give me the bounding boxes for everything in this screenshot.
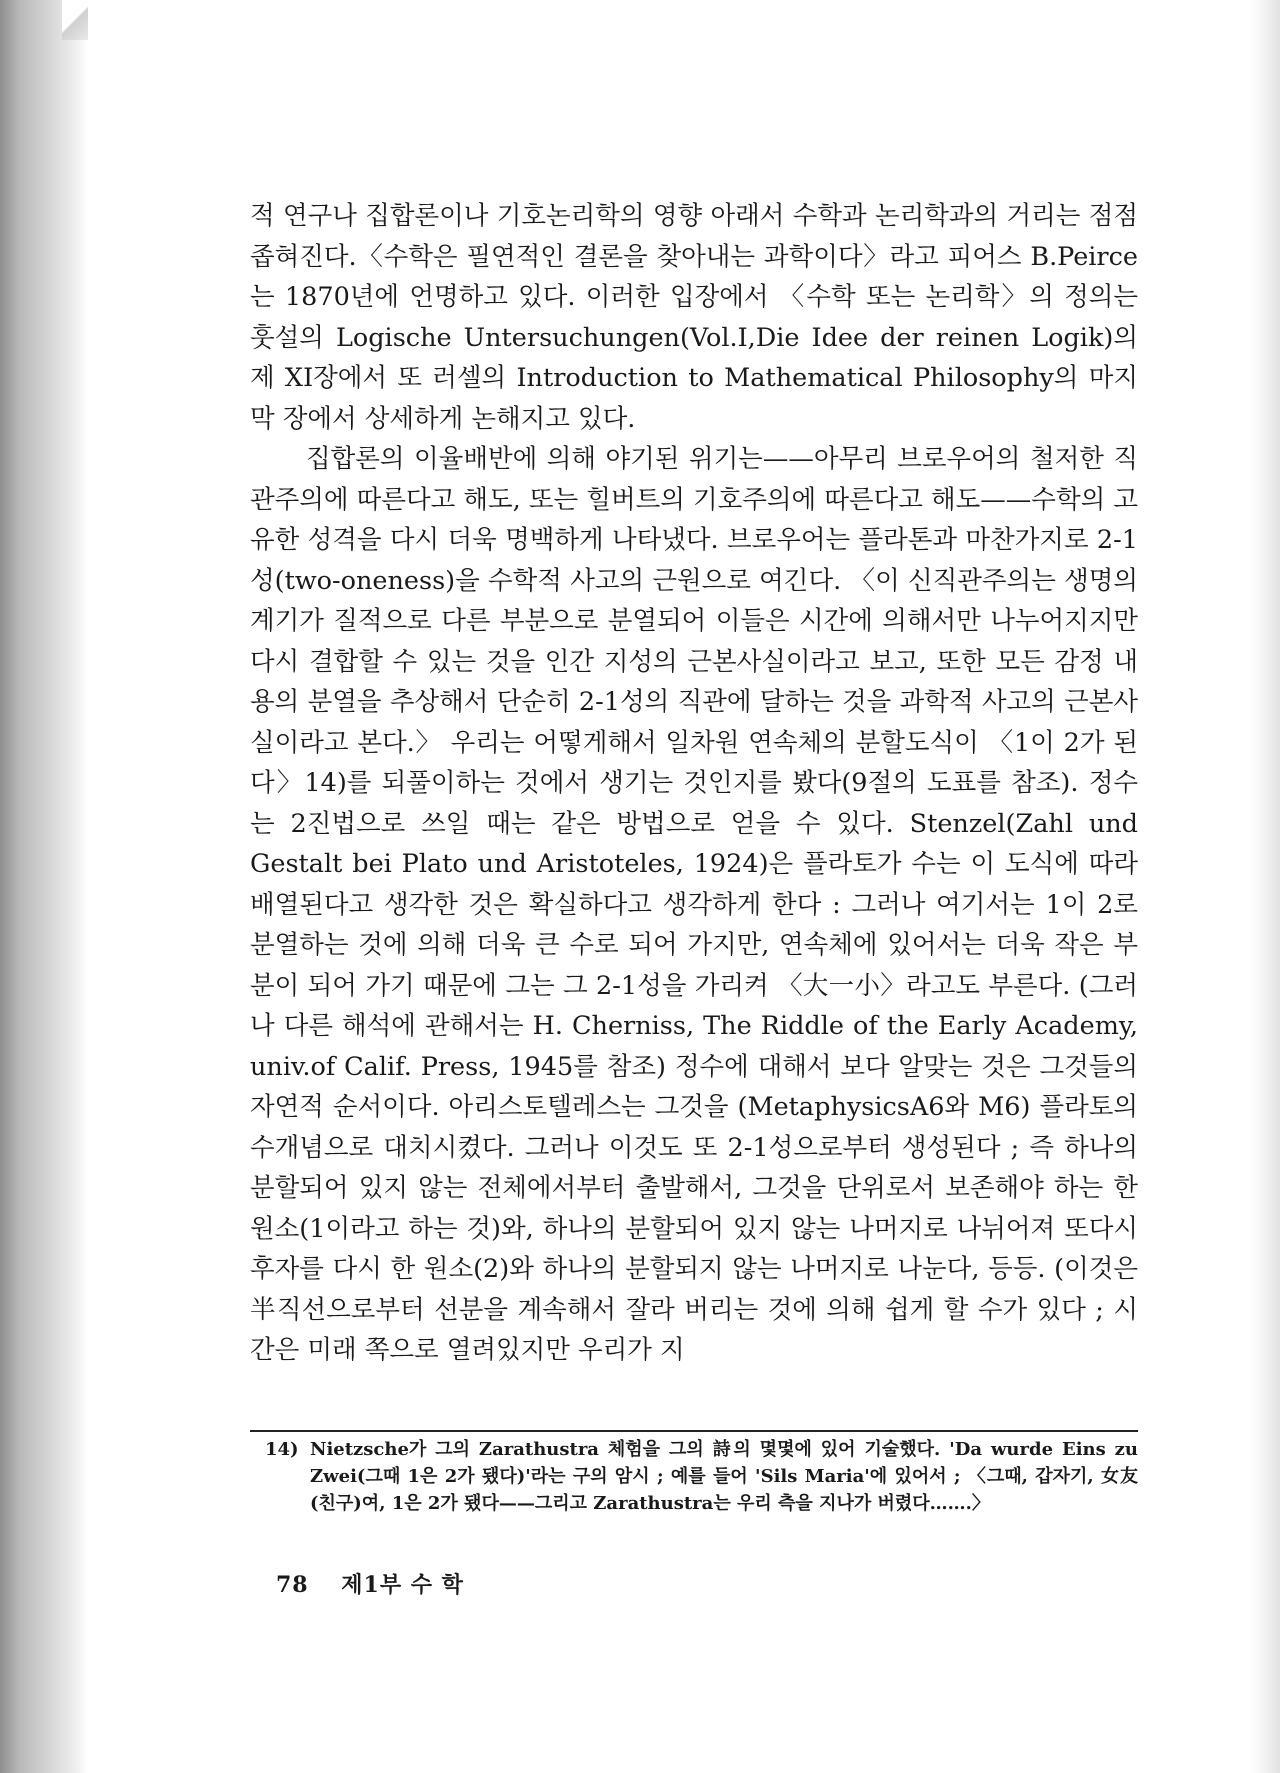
page-footer: [276, 1568, 464, 1599]
footnote-marker: 14): [265, 1439, 299, 1460]
footnote: [265, 1436, 1138, 1517]
section-title: 제1부 수 학: [341, 1572, 464, 1598]
footnote-rule: [250, 1430, 1138, 1432]
page-number: 78: [276, 1572, 309, 1598]
paragraph-1: 적 연구나 집합론이나 기호논리학의 영향 아래서 수학과 논리학과의 거리는 점점 좁혀진다.〈수학은 필연적인 결론을 찾아내는 과학이다〉라고 피어스 B.Peirce는 1870년에 언명하고 있다. 이러한 입장에서 〈수학 또는 논리학〉의 정의는 훗설의 Logische Untersuchungen(Vol.I,Die Idee der reinen Logik)의 제 XI장에서 또 러셀의 Introduction to Mathematical Philosophy의 마지막 장에서 상세하게 논해지고 있다.: [250, 201, 1138, 434]
footnote-text: Nietzsche가 그의 Zarathustra 체험을 그의 詩의 몇몇에 있어 기술했다. 'Da wurde Eins zu Zwei(그때 1은 2가 됐다)'라는 구의 암시 ; 예를 들어 'Sils Maria'에 있어서 ; 〈그때, 갑자기, 女友(친구)여, 1은 2가 됐다——그리고 Zarathustra는 우리 측을 지나가 버렸다…….〉: [310, 1439, 1138, 1514]
page-binding-edge: [0, 0, 88, 1773]
page-corner-fold: [62, 0, 88, 40]
paragraph-2: 집합론의 이율배반에 의해 야기된 위기는——아무리 브로우어의 철저한 직관주의에 따른다고 해도, 또는 힐버트의 기호주의에 따른다고 해도——수학의 고유한 성격을 다시 더욱 명백하게 나타냈다. 브로우어는 플라톤과 마찬가지로 2-1성(two-oneness)을 수학적 사고의 근원으로 여긴다. 〈이 신직관주의는 생명의 계기가 질적으로 다른 부분으로 분열되어 이들은 시간에 의해서만 나누어지지만 다시 결합할 수 있는 것을 인간 지성의 근본사실이라고 보고, 또한 모든 감정 내용의 분열을 추상해서 단순히 2-1성의 직관에 달하는 것을 과학적 사고의 근본사실이라고 본다.〉 우리는 어떻게해서 일차원 연속체의 분할도식이 〈1이 2가 된다〉14)를 되풀이하는 것에서 생기는 것인지를 봤다(9절의 도표를 참조). 정수는 2진법으로 쓰일 때는 같은 방법으로 얻을 수 있다. Stenzel(Zahl und Gestalt bei Plato und Aristoteles, 1924)은 플라토가 수는 이 도식에 따라 배열된다고 생각한 것은 확실하다고 생각하게 한다 : 그러나 여기서는 1이 2로 분열하는 것에 의해 더욱 큰 수로 되어 가지만, 연속체에 있어서는 더욱 작은 부분이 되어 가기 때문에 그는 그 2-1성을 가리켜 〈大一小〉라고도 부른다. (그러나 다른 해석에 관해서는 H. Cherniss, The Riddle of the Early Academy, univ.of Calif. Press, 1945를 참조) 정수에 대해서 보다 알맞는 것은 그것들의 자연적 순서이다. 아리스토텔레스는 그것을 (MetaphysicsA6와 M6) 플라토의 수개념으로 대치시켰다. 그러나 이것도 또 2-1성으로부터 생성된다 ; 즉 하나의 분할되어 있지 않는 전체에서부터 출발해서, 그것을 단위로서 보존해야 하는 한 원소(1이라고 하는 것)와, 하나의 분할되어 있지 않는 나머지로 나뉘어져 또다시 후자를 다시 한 원소(2)와 하나의 분할되지 않는 나머지로 나눈다, 등등. (이것은 半직선으로부터 선분을 계속해서 잘라 버리는 것에 의해 쉽게 할 수가 있다 ; 시간은 미래 쪽으로 열려있지만 우리가 지: [250, 444, 1138, 1365]
page-right-edge: [1250, 0, 1280, 1773]
body-text: [250, 196, 1138, 1371]
